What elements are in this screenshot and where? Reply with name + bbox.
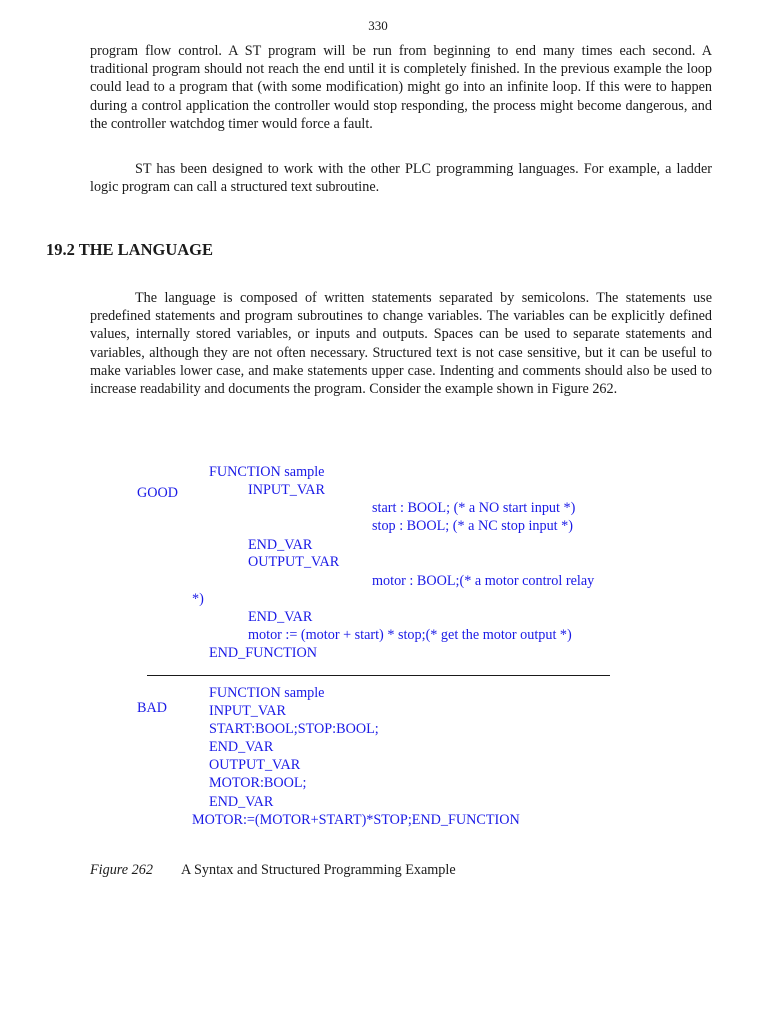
good-code-line: END_VAR bbox=[248, 609, 313, 625]
good-code-line: END_FUNCTION bbox=[209, 645, 317, 661]
good-code-line: *) bbox=[192, 591, 204, 607]
figure-caption-label: Figure 262 bbox=[90, 862, 153, 878]
bad-label: BAD bbox=[137, 700, 167, 716]
good-code-line: motor := (motor + start) * stop;(* get the motor output *) bbox=[248, 627, 572, 643]
paragraph-st-languages: ST has been designed to work with the other PLC programming languages. For example, a ladder logic program can call a structured text subroutine. bbox=[90, 161, 712, 196]
page-number: 330 bbox=[368, 18, 388, 33]
good-label: GOOD bbox=[137, 485, 178, 501]
bad-code-line: MOTOR:BOOL; bbox=[209, 775, 307, 791]
bad-code-line: MOTOR:=(MOTOR+START)*STOP;END_FUNCTION bbox=[192, 812, 520, 828]
good-code-line: FUNCTION sample bbox=[209, 464, 325, 480]
paragraph-language-description: The language is composed of written statements separated by semicolons. The statements use predefined statements and program subroutines to change variables. The variables can be explicitly defined values, internally stored variables, or inputs and outputs. Spaces can be used to separate statements and variables, although they are not often necessary. Structured text is not case sensitive, but it can be useful to make variables lower case, and make statements upper case. Indenting and comments should also be used to increase readability and documents the program. Consider the example shown in Figure 262. bbox=[90, 290, 712, 398]
figure-caption bbox=[90, 861, 456, 879]
good-code-line: motor : BOOL;(* a motor control relay bbox=[372, 573, 595, 589]
bad-code-line: INPUT_VAR bbox=[209, 703, 286, 719]
bad-code-line: END_VAR bbox=[209, 794, 274, 810]
figure-caption-text: A Syntax and Structured Programming Example bbox=[181, 862, 456, 878]
bad-code-line: OUTPUT_VAR bbox=[209, 757, 301, 773]
paragraph-program-flow: program flow control. A ST program will be run from beginning to end many times each second. A traditional program should not reach the end until it is completely finished. In the previous example the loop could lead to a program that (with some modification) might go into an infinite loop. If this were to happen during a control application the controller would stop responding, the process might become dangerous, and the controller watchdog timer would force a fault. bbox=[90, 43, 712, 132]
good-code-line: OUTPUT_VAR bbox=[248, 554, 340, 570]
good-code-line: END_VAR bbox=[248, 537, 313, 553]
good-code-line: start : BOOL; (* a NO start input *) bbox=[372, 500, 576, 516]
bad-code-line: START:BOOL;STOP:BOOL; bbox=[209, 721, 379, 737]
section-heading: 19.2 THE LANGUAGE bbox=[46, 240, 214, 259]
good-code-line: stop : BOOL; (* a NC stop input *) bbox=[372, 518, 573, 534]
bad-code-line: FUNCTION sample bbox=[209, 685, 325, 701]
good-code-line: INPUT_VAR bbox=[248, 482, 325, 498]
figure-divider bbox=[147, 675, 610, 676]
bad-code-line: END_VAR bbox=[209, 739, 274, 755]
